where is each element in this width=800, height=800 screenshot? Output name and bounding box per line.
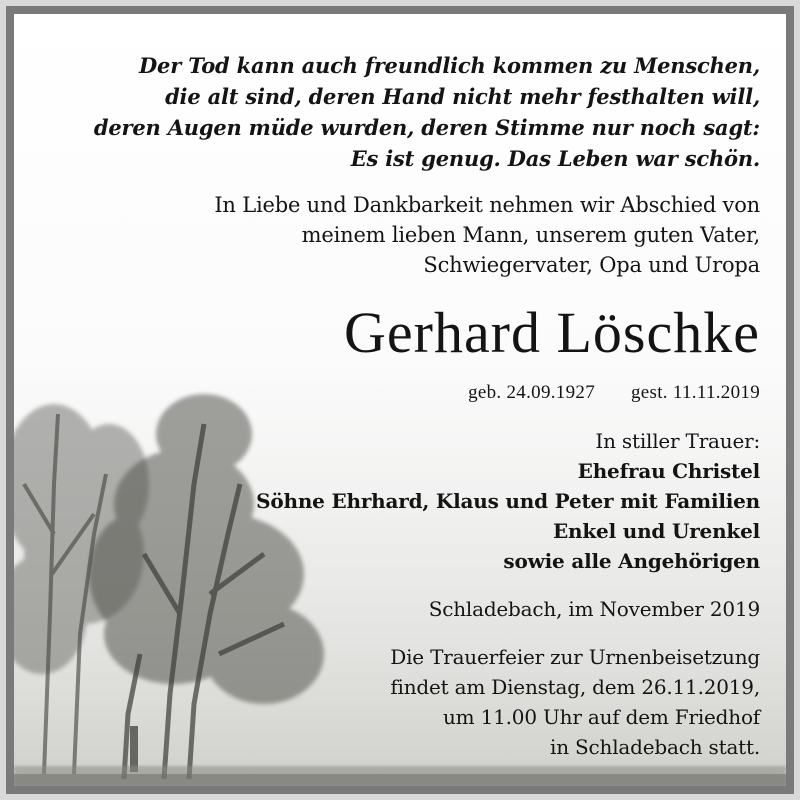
birth-date: geb. 24.09.1927 bbox=[468, 382, 595, 403]
intro-line: meinem lieben Mann, unserem guten Vater, bbox=[301, 223, 760, 247]
mourner-entry: sowie alle Angehörigen bbox=[503, 549, 760, 573]
poem-quote bbox=[94, 50, 760, 174]
service-line: um 11.00 Uhr auf dem Friedhof bbox=[443, 705, 760, 729]
poem-line: die alt sind, deren Hand nicht mehr festhalten will, bbox=[165, 84, 760, 109]
service-line: findet am Dienstag, dem 26.11.2019, bbox=[390, 675, 760, 699]
mourning-heading: In stiller Trauer: bbox=[595, 429, 760, 453]
notice-panel bbox=[14, 14, 786, 786]
intro-line: Schwiegervater, Opa und Uropa bbox=[423, 253, 760, 277]
service-line: in Schladebach statt. bbox=[550, 735, 760, 759]
place-date: Schladebach, im November 2019 bbox=[428, 597, 760, 621]
deceased-name: Gerhard Löschke bbox=[344, 300, 760, 365]
mourners-block bbox=[256, 426, 760, 576]
death-date: gest. 11.11.2019 bbox=[631, 382, 760, 403]
poem-line: Der Tod kann auch freundlich kommen zu Menschen, bbox=[139, 53, 760, 78]
mourner-entry: Ehefrau Christel bbox=[577, 459, 760, 483]
mourner-entry: Söhne Ehrhard, Klaus und Peter mit Familien bbox=[256, 489, 760, 513]
poem-line: Es ist genug. Das Leben war schön. bbox=[350, 146, 760, 171]
notice-frame bbox=[6, 6, 794, 794]
intro-line: In Liebe und Dankbarkeit nehmen wir Abschied von bbox=[214, 193, 760, 217]
service-line: Die Trauerfeier zur Urnenbeisetzung bbox=[390, 645, 760, 669]
farewell-intro bbox=[214, 190, 760, 280]
poem-line: deren Augen müde wurden, deren Stimme nur noch sagt: bbox=[93, 115, 760, 140]
life-dates bbox=[468, 380, 760, 406]
mourner-entry: Enkel und Urenkel bbox=[553, 519, 760, 543]
funeral-service-info bbox=[390, 642, 760, 762]
